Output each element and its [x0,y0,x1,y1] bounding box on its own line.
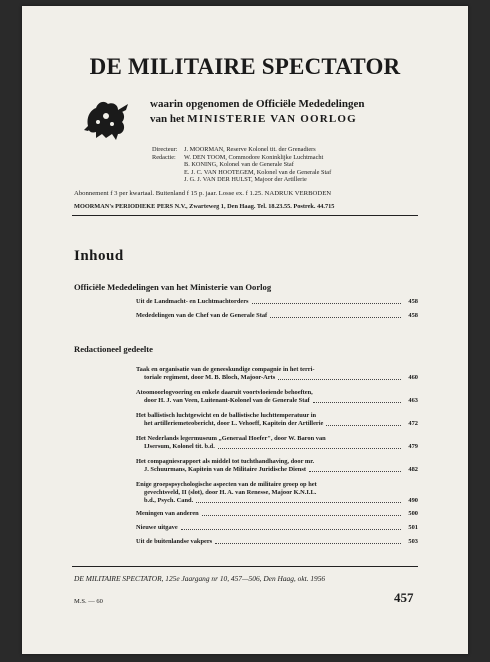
staff-label [152,169,184,177]
staff-row [152,154,331,162]
toc-entry[interactable] [136,538,418,546]
toc-entry[interactable] [136,510,418,518]
staff-label [152,161,184,169]
toc-entry-page: 458 [408,298,418,305]
toc-entry[interactable] [136,312,418,320]
toc-entry-text: Het ballistisch luchtgewicht en de ballistische luchttemperatuur in [136,412,317,419]
staff-list [152,146,331,184]
toc-entry[interactable] [136,524,418,532]
staff-value: W. DEN TOOM, Commodore Koninklijke Luchtmacht [184,153,324,161]
toc-entry-page: 500 [408,510,418,517]
staff-label [152,176,184,184]
staff-row [152,161,331,169]
toc-entry-text: b.d., Psych. Cand. [144,497,194,504]
toc-entry-text: Uit de buitenlandse vakpers [136,538,213,545]
contents-heading: Inhoud [74,248,124,264]
toc-entry[interactable] [136,481,418,505]
staff-value: B. KONING, Kolonel van de Generale Staf [184,161,294,169]
toc-entry-text: Uit de Landmacht- en Luchtmachtorders [136,298,249,305]
toc-entry-text: IJsersum, Kolonel tit. b.d. [144,443,215,450]
toc-entry-text: Meningen van anderen [136,510,199,517]
toc-entry-text: Enige groepspsychologische aspecten van de militaire groep op het [136,481,317,488]
toc-entry-text: toriale regiment, door M. B. Bloch, Majoor-Arts [144,374,276,381]
toc-entry-text: Het Nederlands legermuseum „Generaal Hoefer", door W. Baron van [136,435,326,442]
toc-entry[interactable] [136,435,418,451]
toc-entry-text: Atoomoorlogvoering en enkele daaruit voortvloeiende behoeften, [136,389,313,396]
toc-entry-page: 472 [408,420,418,427]
toc-entry[interactable] [136,298,418,306]
staff-label: Directeur: [152,146,178,153]
staff-row [152,176,331,184]
document-page [22,6,468,654]
lion-emblem-icon [82,96,130,142]
divider [72,566,418,567]
toc-entry-text: Nieuwe uitgave [136,524,178,531]
staff-row [152,169,331,177]
toc-entry-text: Mededelingen van de Chef van de Generale Staf [136,312,268,319]
toc-entry-text: het artilleriemeteobericht, door L. Vehoeff, Kapitein der Artillerie [144,420,324,427]
section-editorial-heading: Redactioneel gedeelte [74,344,153,354]
staff-value: J. G. J. VAN DER HULST, Majoor der Artillerie [184,176,307,184]
toc-entry-page: 490 [408,497,418,504]
toc-entry[interactable] [136,412,418,428]
toc-entry[interactable] [136,458,418,474]
publisher-info: MOORMAN's PERIODIEKE PERS N.V., Zwarteweg 1, Den Haag. Tel. 18.23.55. Postrek. 44.715 [74,203,335,210]
toc-entry[interactable] [136,389,418,405]
page-number: 457 [394,590,414,605]
subscription-info: Abonnement f 3 per kwartaal. Buitenland f 15 p. jaar. Losse ex. f 1.25. NADRUK VERBODEN [74,190,332,197]
toc-entry-text: Taak en organisatie van de geneeskundige compagnie in het terri- [136,366,315,373]
ms-code: M.S. — 60 [74,598,103,605]
section-official-heading: Officiële Mededelingen van het Ministerie van Oorlog [74,282,272,292]
masthead-title: DE MILITAIRE SPECTATOR [89,54,401,79]
toc-entry[interactable] [136,366,418,382]
staff-value: E. J. C. VAN HOOTEGEM, Kolonel van de Generale Staf [184,168,332,176]
masthead-subtitle-emphasis: MINISTERIE VAN OORLOG [187,113,357,125]
toc-entry-page: 501 [408,524,418,531]
toc-entry-page: 479 [408,443,418,450]
toc-entry-page: 463 [408,397,418,404]
toc-entry-text: door H. J. van Veen, Luitenant-Kolonel van de Generale Staf [144,397,310,404]
divider [72,215,418,216]
masthead-subtitle-prefix: van het [150,113,185,125]
toc-entry-text: J. Schuurmans, Kapitein van de Militaire Juridische Dienst [144,466,306,473]
toc-entry-page: 460 [408,374,418,381]
toc-entry-text: gevechtsveld, II (slot), door H. A. van Renesse, Majoor K.N.I.L. [144,489,317,496]
issue-footer: DE MILITAIRE SPECTATOR, 125e Jaargang nr 10, 457—506, Den Haag, okt. 1956 [74,574,326,583]
staff-value: J. MOORMAN, Reserve Kolonel tit. der Grenadiers [184,146,316,153]
staff-row [152,146,331,154]
masthead-subtitle-line2 [150,113,357,125]
toc-entry-page: 482 [408,466,418,473]
masthead-subtitle-line1: waarin opgenomen de Officiële Mededelingen [150,98,365,110]
toc-entry-text: Het compagniesrapport als middel tot tuchthandhaving, door mr. [136,458,315,465]
toc-entry-page: 503 [408,538,418,545]
toc-entry-page: 458 [408,312,418,319]
staff-label: Redactie: [152,153,176,161]
